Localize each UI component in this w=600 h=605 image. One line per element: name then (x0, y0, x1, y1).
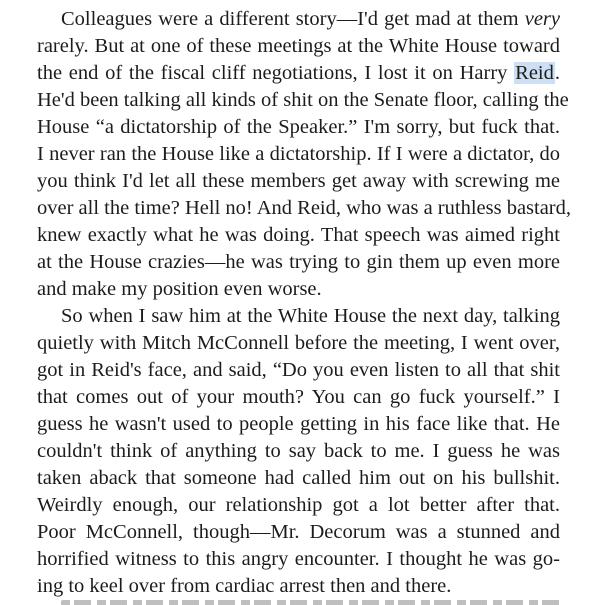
text-line: ing to keel over from cardiac arrest then and there. (37, 575, 452, 597)
text-line: He'd been talking all kinds of shit on the Senate floor, calling the (37, 89, 569, 111)
text-line: quietly with Mitch McConnell before the meeting, I went over, (37, 332, 560, 354)
text-selection-highlight[interactable]: Reid (515, 62, 554, 84)
cropped-text-fragment (61, 600, 560, 605)
text-line: got in Reid's face, and said, “Do you even listen to all that shit (37, 359, 560, 381)
text-line: the end of the fiscal cliff negotiations, I lost it on Harry Reid. (37, 62, 560, 84)
text-line: Weirdly enough, our relationship got a lot better after that. (37, 494, 560, 516)
text-line: House “a dictatorship of the Speaker.” I'm sorry, but fuck that. (37, 116, 560, 138)
text-line: guess he wasn't used to people getting in his face like that. He (37, 413, 560, 435)
text-line: at the House crazies—he was trying to gin them up even more (37, 251, 560, 273)
italic-emphasis: very (524, 8, 560, 30)
text-line: taken aback that someone had called him out on his bullshit. (37, 467, 560, 489)
text-line: Colleagues were a different story—I'd get mad at them very (61, 8, 560, 30)
text-line: that comes out of your mouth? You can go fuck yourself.” I (37, 386, 560, 408)
text-line: knew exactly what he was doing. That speech was aimed right (37, 224, 560, 246)
text-line: I never ran the House like a dictatorship. If I were a dictator, do (37, 143, 560, 165)
text-line: So when I saw him at the White House the next day, talking (61, 305, 560, 327)
cropped-next-line (37, 598, 560, 605)
text-line: over all the time? Hell no! And Reid, who was a ruthless bastard, (37, 197, 572, 219)
text-line: and make my position even worse. (37, 278, 322, 300)
text-line: couldn't think of anything to say back to me. I guess he was (37, 440, 560, 462)
text-line: you think I'd let all these members get away with screwing me (37, 170, 560, 192)
text-line: Poor McConnell, though—Mr. Decorum was a stunned and (37, 521, 560, 543)
text-line: rarely. But at one of these meetings at the White House toward (37, 35, 560, 57)
text-line: horrified witness to this angry encounter. I thought he was go- (37, 548, 560, 570)
